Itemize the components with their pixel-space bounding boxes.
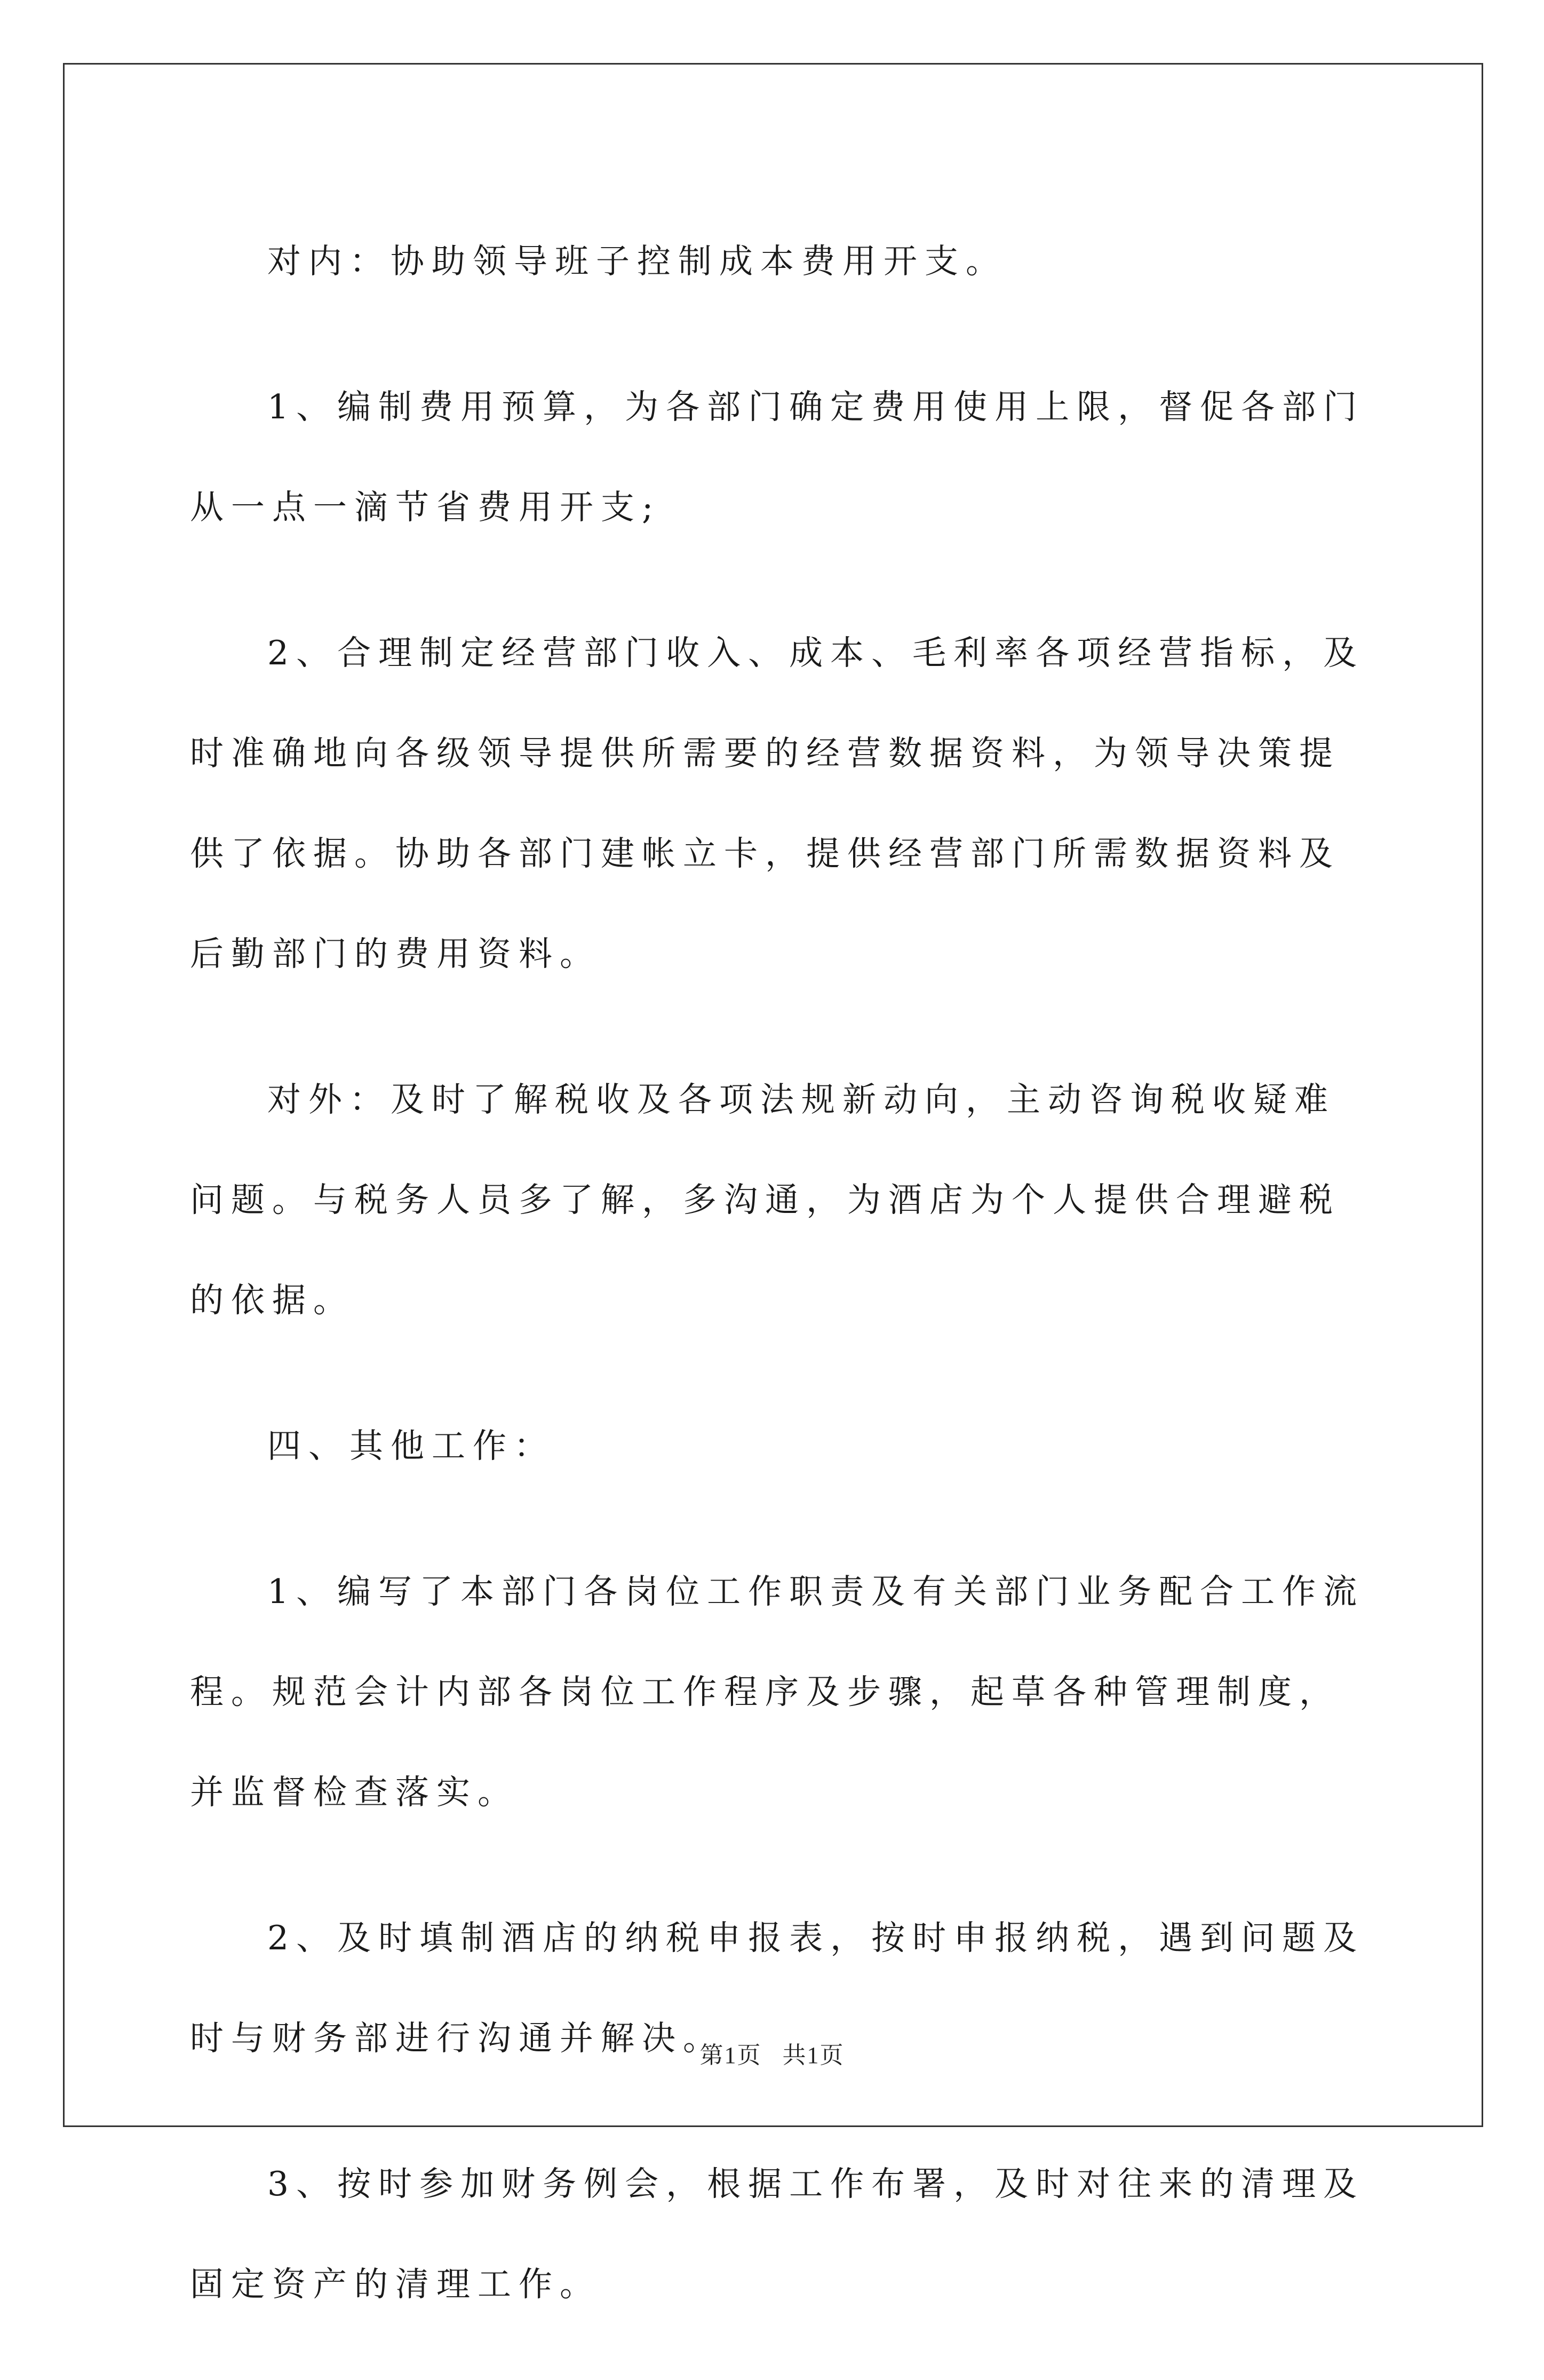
- paragraph-finance-meeting: 3、按时参加财务例会，根据工作布署，及时对往来的清理及固定资产的清理工作。: [190, 2164, 1365, 2304]
- paragraph-indicators: 2、合理制定经营部门收入、成本、毛利率各项经营指标，及时准确地向各级领导提供所需要的经营数据资料，为领导决策提供了依据。协助各部门建帐立卡，提供经营部门所需数据资料及后勤部门的费用资料。: [190, 633, 1365, 973]
- page-footer: [0, 2036, 1544, 2070]
- page-number: 第1页: [699, 2042, 762, 2068]
- page-total: 共1页: [782, 2042, 845, 2068]
- paragraph-budget: 1、编制费用预算，为各部门确定费用使用上限，督促各部门从一点一滴节省费用开支;: [190, 387, 1365, 527]
- paragraph-tax-filing: 2、及时填制酒店的纳税申报表，按时申报纳税，遇到问题及时与财务部进行沟通并解决。: [190, 1918, 1365, 2058]
- paragraph-internal-duties: 对内：协助领导班子控制成本费用开支。: [267, 242, 1007, 281]
- footer-spacer: [762, 2042, 783, 2068]
- paragraph-job-duties: 1、编写了本部门各岗位工作职责及有关部门业务配合工作流程。规范会计内部各岗位工作程序及步骤，起草各种管理制度，并监督检查落实。: [190, 1572, 1365, 1812]
- paragraph-external-duties: 对外：及时了解税收及各项法规新动向，主动咨询税收疑难问题。与税务人员多了解，多沟通，为酒店为个人提供合理避税的依据。: [190, 1080, 1340, 1320]
- section-heading-other-work: 四、其他工作：: [267, 1426, 555, 1465]
